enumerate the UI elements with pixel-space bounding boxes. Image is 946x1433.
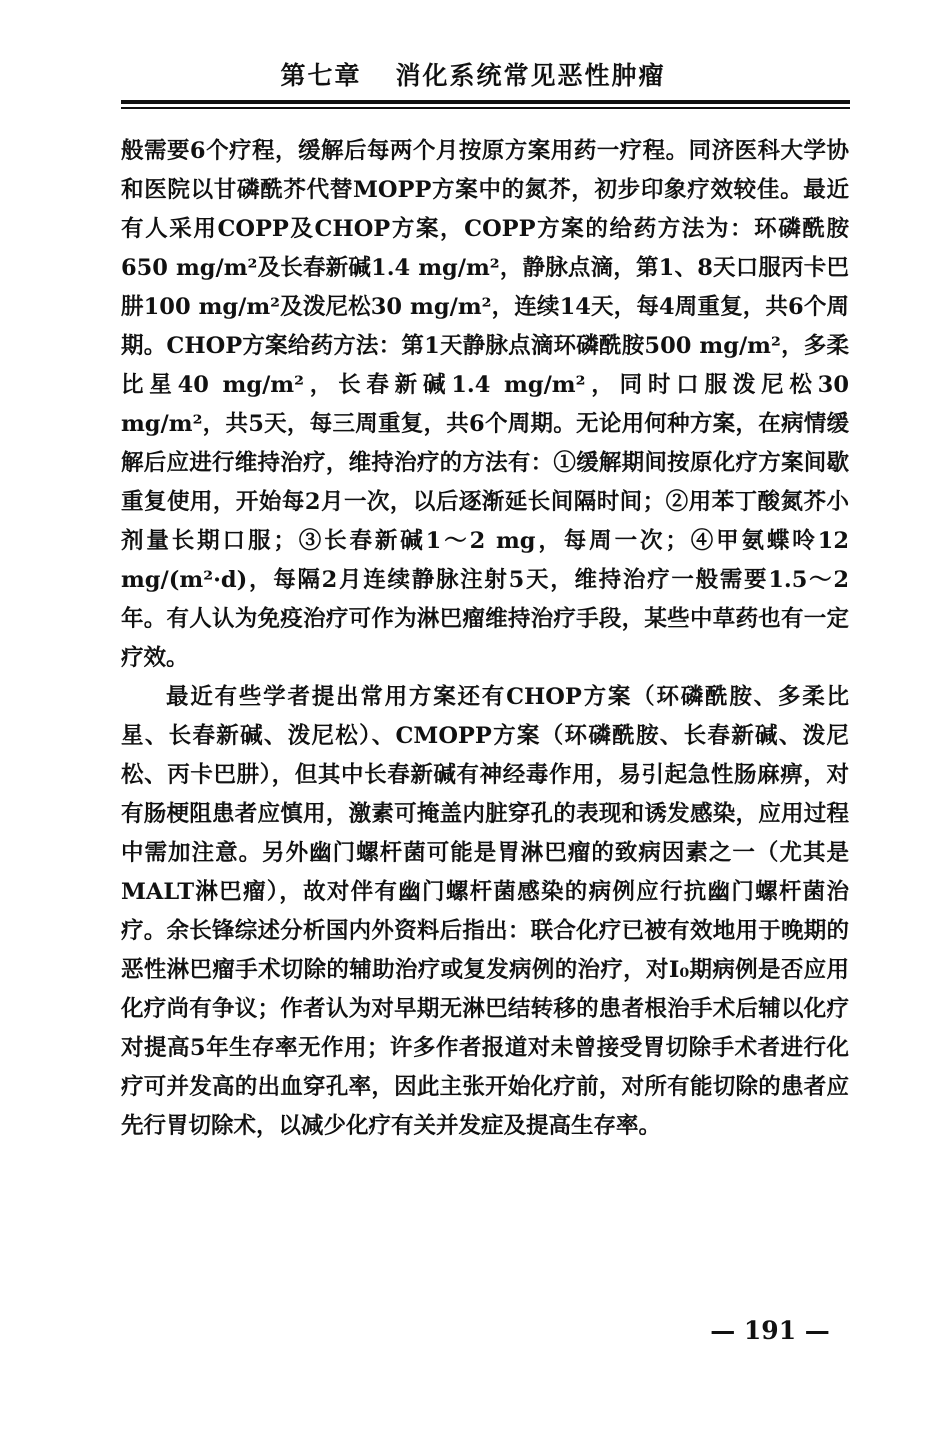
- running-header: [0, 56, 946, 92]
- header-rule-thin: [121, 107, 850, 109]
- chapter-number: 第七章: [280, 61, 362, 90]
- paragraph: 最近有些学者提出常用方案还有CHOP方案（环磷酰胺、多柔比星、长春新碱、泼尼松）、CMOPP方案（环磷酰胺、长春新碱、泼尼松、丙卡巴肼），但其中长春新碱有神经毒作用，易引起急性肠麻痹，对有肠梗阻患者应慎用，激素可掩盖内脏穿孔的表现和诱发感染，应用过程中需加注意。另外幽门螺杆菌可能是胃淋巴瘤的致病因素之一（尤其是MALT淋巴瘤），故对伴有幽门螺杆菌感染的病例应行抗幽门螺杆菌治疗。余长锋综述分析国内外资料后指出：联合化疗已被有效地用于晚期的恶性淋巴瘤手术切除的辅助治疗或复发病例的治疗，对I₀期病例是否应用化疗尚有争议；作者认为对早期无淋巴结转移的患者根治手术后辅以化疗对提高5年生存率无作用；许多作者报道对未曾接受胃切除手术者进行化疗可并发高的出血穿孔率，因此主张开始化疗前，对所有能切除的患者应先行胃切除术，以减少化疗有关并发症及提高生存率。: [121, 684, 849, 1139]
- chapter-title: 消化系统常见恶性肿瘤: [395, 61, 666, 90]
- body-text: [121, 132, 849, 1146]
- header-rule-thick: [121, 100, 850, 104]
- paragraph: 般需要6个疗程，缓解后每两个月按原方案用药一疗程。同济医科大学协和医院以甘磷酰芥代替MOPP方案中的氮芥，初步印象疗效较佳。最近有人采用COPP及CHOP方案，COPP方案的给药方法为：环磷酰胺650 mg/m²及长春新碱1.4 mg/m²，静脉点滴，第1、8天口服丙卡巴肼100 mg/m²及泼尼松30 mg/m²，连续14天，每4周重复，共6个周期。CHOP方案给药方法：第1天静脉点滴环磷酰胺500 mg/m²，多柔比星40 mg/m²，长春新碱1.4 mg/m²，同时口服泼尼松30 mg/m²，共5天，每三周重复，共6个周期。无论用何种方案，在病情缓解后应进行维持治疗，维持治疗的方法有：①缓解期间按原化疗方案间歇重复使用，开始每2月一次，以后逐渐延长间隔时间；②用苯丁酸氮芥小剂量长期口服；③长春新碱1～2 mg，每周一次；④甲氨蝶呤12 mg/(m²·d)，每隔2月连续静脉注射5天，维持治疗一般需要1.5～2年。有人认为免疫治疗可作为淋巴瘤维持治疗手段，某些中草药也有一定疗效。: [121, 138, 849, 671]
- page-number: — 191 —: [710, 1316, 830, 1345]
